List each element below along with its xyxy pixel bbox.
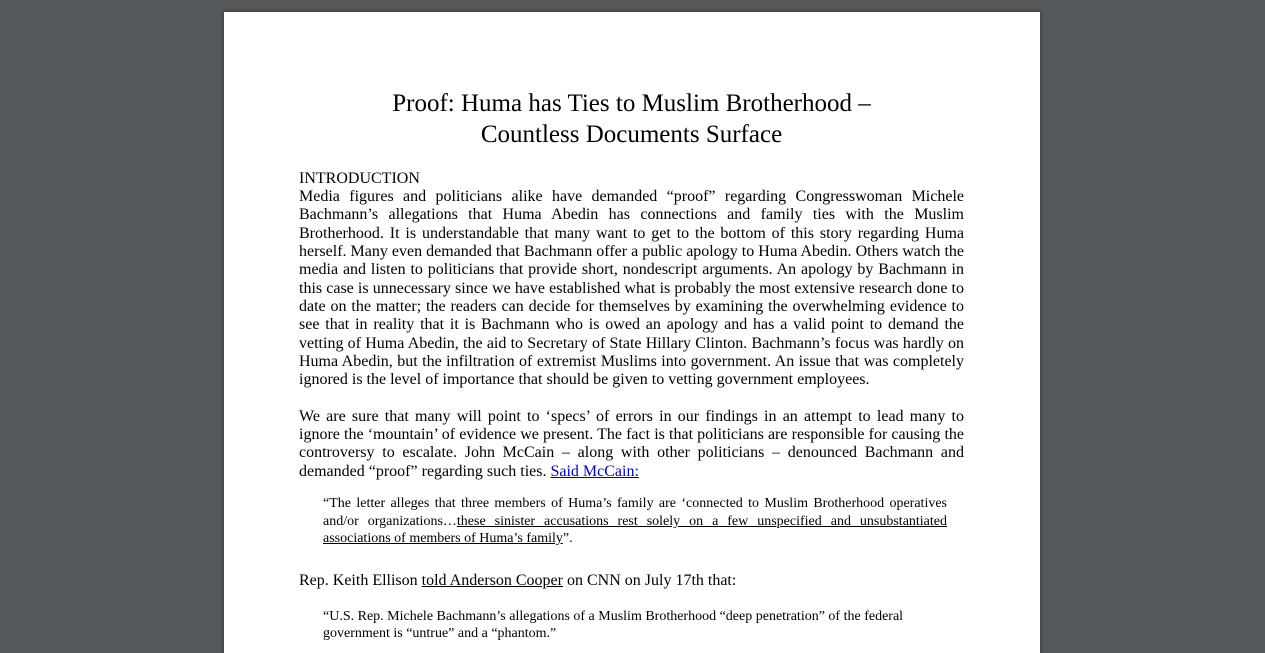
mccain-quote [323, 495, 947, 548]
mccain-paragraph-text: We are sure that many will point to ‘specs’ of errors in our findings in an attempt to lead many to ignore the ‘mountain’ of evidence we present. The fact is that politicians are responsible for causing the controversy to escalate. John McCain – along with other politicians – denounced Bachmann and demanded “proof” regarding such ties. [299, 407, 964, 480]
ellison-suffix: on CNN on July 17th that: [566, 571, 737, 589]
mccain-quote-text: “The letter alleges that three members of Huma’s family are ‘connected to Muslim Brotherhood operatives and/or organizations… [323, 496, 947, 529]
document-title [299, 88, 964, 150]
mccain-paragraph [299, 408, 964, 481]
section-heading: INTRODUCTION [299, 170, 420, 187]
mccain-quote-end: ”. [562, 531, 573, 547]
paragraph-spacer [299, 390, 964, 408]
intro-paragraph: Media figures and politicians alike have demanded “proof” regarding Congresswoman Michele Bachmann’s allegations that Huma Abedin has connections and family ties with the Muslim Brotherhood. It is understandable that many want to get to the bottom of this story regarding Huma herself. Many even demanded that Bachmann offer a public apology to Huma Abedin. Others watch the media and listen to politicians that provide short, nondescript arguments. An apology by Bachmann in this case is unnecessary since we have established what is probably the most extensive research done to date on the matter; the readers can decide for themselves by examining the overwhelming evidence to see that in reality that it is Bachmann who is owed an apology and has a valid point to demand the vetting of Huma Abedin, the aid to Secretary of State Hillary Clinton. Bachmann’s focus was hardly on Huma Abedin, but the infiltration of extremist Muslims into government. An issue that was completely ignored is the level of importance that should be given to vetting government employees. [299, 188, 964, 389]
title-line-2: Countless Documents Surface [480, 121, 783, 148]
title-line-1: Proof: Huma has Ties to Muslim Brotherhood – [392, 90, 871, 117]
document-page [224, 12, 1040, 653]
page-content [299, 88, 964, 643]
ellison-line [299, 572, 964, 590]
ellison-quote: “U.S. Rep. Michele Bachmann’s allegations of a Muslim Brotherhood “deep penetration” of the federal government is “untrue” and a “phantom.” [323, 608, 904, 642]
mccain-quote-underlined: these sinister accusations rest solely on a few unspecified and unsubstantiated associations of members of Huma’s family [323, 513, 948, 547]
said-mccain-link[interactable]: Said McCain: [550, 462, 639, 480]
ellison-prefix: Rep. Keith Ellison [299, 571, 418, 589]
anderson-cooper-link[interactable]: told Anderson Cooper [421, 571, 563, 589]
